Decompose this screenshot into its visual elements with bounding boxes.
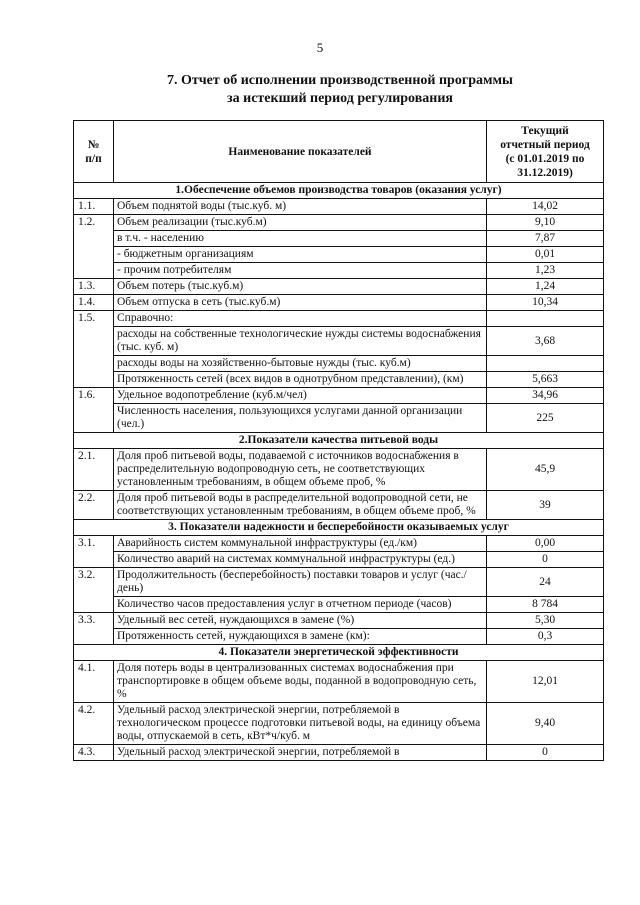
table-row [74, 552, 604, 568]
indicator-name: Объем отпуска в сеть (тыс.куб.м) [114, 295, 487, 311]
indicator-name: Удельный вес сетей, нуждающихся в замене (%) [114, 613, 487, 629]
indicator-value [487, 311, 604, 327]
indicator-value: 0,00 [487, 536, 604, 552]
table-row [74, 388, 604, 404]
row-number: 1.3. [74, 279, 114, 295]
indicator-value: 5,663 [487, 372, 604, 388]
table-row [74, 263, 604, 279]
row-number [74, 597, 114, 613]
section-header-row [74, 645, 604, 661]
indicator-name: Продолжительность (бесперебойность) поставки товаров и услуг (час./день) [114, 568, 487, 597]
header-period: Текущий отчетный период (с 01.01.2019 по 31.12.2019) [487, 121, 604, 183]
indicator-value: 0 [487, 552, 604, 568]
table-row [74, 199, 604, 215]
table-row [74, 568, 604, 597]
table-row [74, 372, 604, 388]
indicator-value: 0 [487, 745, 604, 761]
row-number: 4.1. [74, 661, 114, 703]
row-number [74, 629, 114, 645]
row-number [74, 231, 114, 247]
indicator-name: Объем поднятой воды (тыс.куб. м) [114, 199, 487, 215]
table-row [74, 279, 604, 295]
indicator-value: 0,3 [487, 629, 604, 645]
section-header-row [74, 433, 604, 449]
indicator-value: 225 [487, 404, 604, 433]
section-header-row [74, 520, 604, 536]
indicator-value: 9,10 [487, 215, 604, 231]
indicator-name: в т.ч. - населению [114, 231, 487, 247]
section-title: 1.Обеспечение объемов производства товаров (оказания услуг) [74, 183, 604, 199]
indicator-value: 39 [487, 491, 604, 520]
row-number [74, 404, 114, 433]
indicator-value: 14,02 [487, 199, 604, 215]
indicator-name: Количество аварий на системах коммунальной инфраструктуры (ед.) [114, 552, 487, 568]
table-row [74, 629, 604, 645]
indicator-name: Доля проб питьевой воды в распределительной водопроводной сети, не соответствующих установленным требованиям, в общем объеме проб, % [114, 491, 487, 520]
indicator-value: 1,23 [487, 263, 604, 279]
row-number [74, 356, 114, 372]
indicator-name: расходы воды на хозяйственно-бытовые нужды (тыс. куб.м) [114, 356, 487, 372]
row-number: 1.5. [74, 311, 114, 327]
row-number: 1.6. [74, 388, 114, 404]
indicator-name: Доля проб питьевой воды, подаваемой с источников водоснабжения в распределительную водопроводную сеть, не соответствующих установленным требованиям, в общем объеме проб, % [114, 449, 487, 491]
row-number: 1.1. [74, 199, 114, 215]
indicator-name: - прочим потребителям [114, 263, 487, 279]
table-row [74, 661, 604, 703]
row-number: 2.2. [74, 491, 114, 520]
row-number: 4.2. [74, 703, 114, 745]
title-line-1: 7. Отчет об исполнении производственной программы [166, 73, 513, 88]
table-row [74, 449, 604, 491]
row-number: 3.1. [74, 536, 114, 552]
table-row [74, 491, 604, 520]
section-header-row [74, 183, 604, 199]
indicator-name: Удельный расход электрической энергии, потребляемой в [114, 745, 487, 761]
indicator-value [487, 356, 604, 372]
indicator-name: Объем реализации (тыс.куб.м) [114, 215, 487, 231]
table-row [74, 536, 604, 552]
table-row [74, 327, 604, 356]
row-number: 3.2. [74, 568, 114, 597]
indicator-name: Протяженность сетей, нуждающихся в замене (км): [114, 629, 487, 645]
table-row [74, 247, 604, 263]
row-number [74, 372, 114, 388]
page-number: 5 [316, 40, 324, 55]
indicator-name: Удельное водопотребление (куб.м/чел) [114, 388, 487, 404]
indicator-value: 7,87 [487, 231, 604, 247]
indicator-value: 1,24 [487, 279, 604, 295]
table-row [74, 703, 604, 745]
table-row [74, 613, 604, 629]
header-name: Наименование показателей [114, 121, 487, 183]
table-row [74, 231, 604, 247]
title-line-2: за истекший период регулирования [227, 91, 453, 106]
indicator-name: расходы на собственные технологические нужды системы водоснабжения (тыс. куб. м) [114, 327, 487, 356]
table-row [74, 745, 604, 761]
indicator-name: Удельный расход электрической энергии, потребляемой в технологическом процессе подготовки питьевой воды, на единицу объема воды, отпускаемой в сеть, кВт*ч/куб. м [114, 703, 487, 745]
row-number: 1.2. [74, 215, 114, 231]
indicator-value: 10,34 [487, 295, 604, 311]
row-number [74, 327, 114, 356]
indicator-name: - бюджетным организациям [114, 247, 487, 263]
indicator-value: 45,9 [487, 449, 604, 491]
section-title: 2.Показатели качества питьевой воды [74, 433, 604, 449]
report-table [73, 120, 604, 761]
indicator-value: 12,01 [487, 661, 604, 703]
indicator-name: Протяженность сетей (всех видов в однотрубном представлении), (км) [114, 372, 487, 388]
table-header-row [74, 121, 604, 183]
section-title: 3. Показатели надежности и бесперебойности оказываемых услуг [74, 520, 604, 536]
indicator-value: 5,30 [487, 613, 604, 629]
indicator-value: 8 784 [487, 597, 604, 613]
report-table-body [74, 121, 604, 761]
row-number [74, 552, 114, 568]
indicator-value: 9,40 [487, 703, 604, 745]
indicator-value: 0,01 [487, 247, 604, 263]
document-title [100, 72, 580, 108]
indicator-name: Объем потерь (тыс.куб.м) [114, 279, 487, 295]
table-row [74, 597, 604, 613]
indicator-name: Доля потерь воды в централизованных системах водоснабжения при транспортировке в общем объеме воды, поданной в водопроводную сеть, % [114, 661, 487, 703]
section-title: 4. Показатели энергетической эффективности [74, 645, 604, 661]
indicator-value: 3,68 [487, 327, 604, 356]
indicator-name: Справочно: [114, 311, 487, 327]
row-number: 4.3. [74, 745, 114, 761]
table-row [74, 311, 604, 327]
header-num: № п/п [74, 121, 114, 183]
table-row [74, 356, 604, 372]
row-number [74, 247, 114, 263]
indicator-name: Численность населения, пользующихся услугами данной организации (чел.) [114, 404, 487, 433]
table-row [74, 404, 604, 433]
indicator-name: Аварийность систем коммунальной инфраструктуры (ед./км) [114, 536, 487, 552]
row-number [74, 263, 114, 279]
row-number: 1.4. [74, 295, 114, 311]
indicator-value: 34,96 [487, 388, 604, 404]
indicator-name: Количество часов предоставления услуг в отчетном периоде (часов) [114, 597, 487, 613]
table-row [74, 295, 604, 311]
table-row [74, 215, 604, 231]
row-number: 3.3. [74, 613, 114, 629]
indicator-value: 24 [487, 568, 604, 597]
row-number: 2.1. [74, 449, 114, 491]
